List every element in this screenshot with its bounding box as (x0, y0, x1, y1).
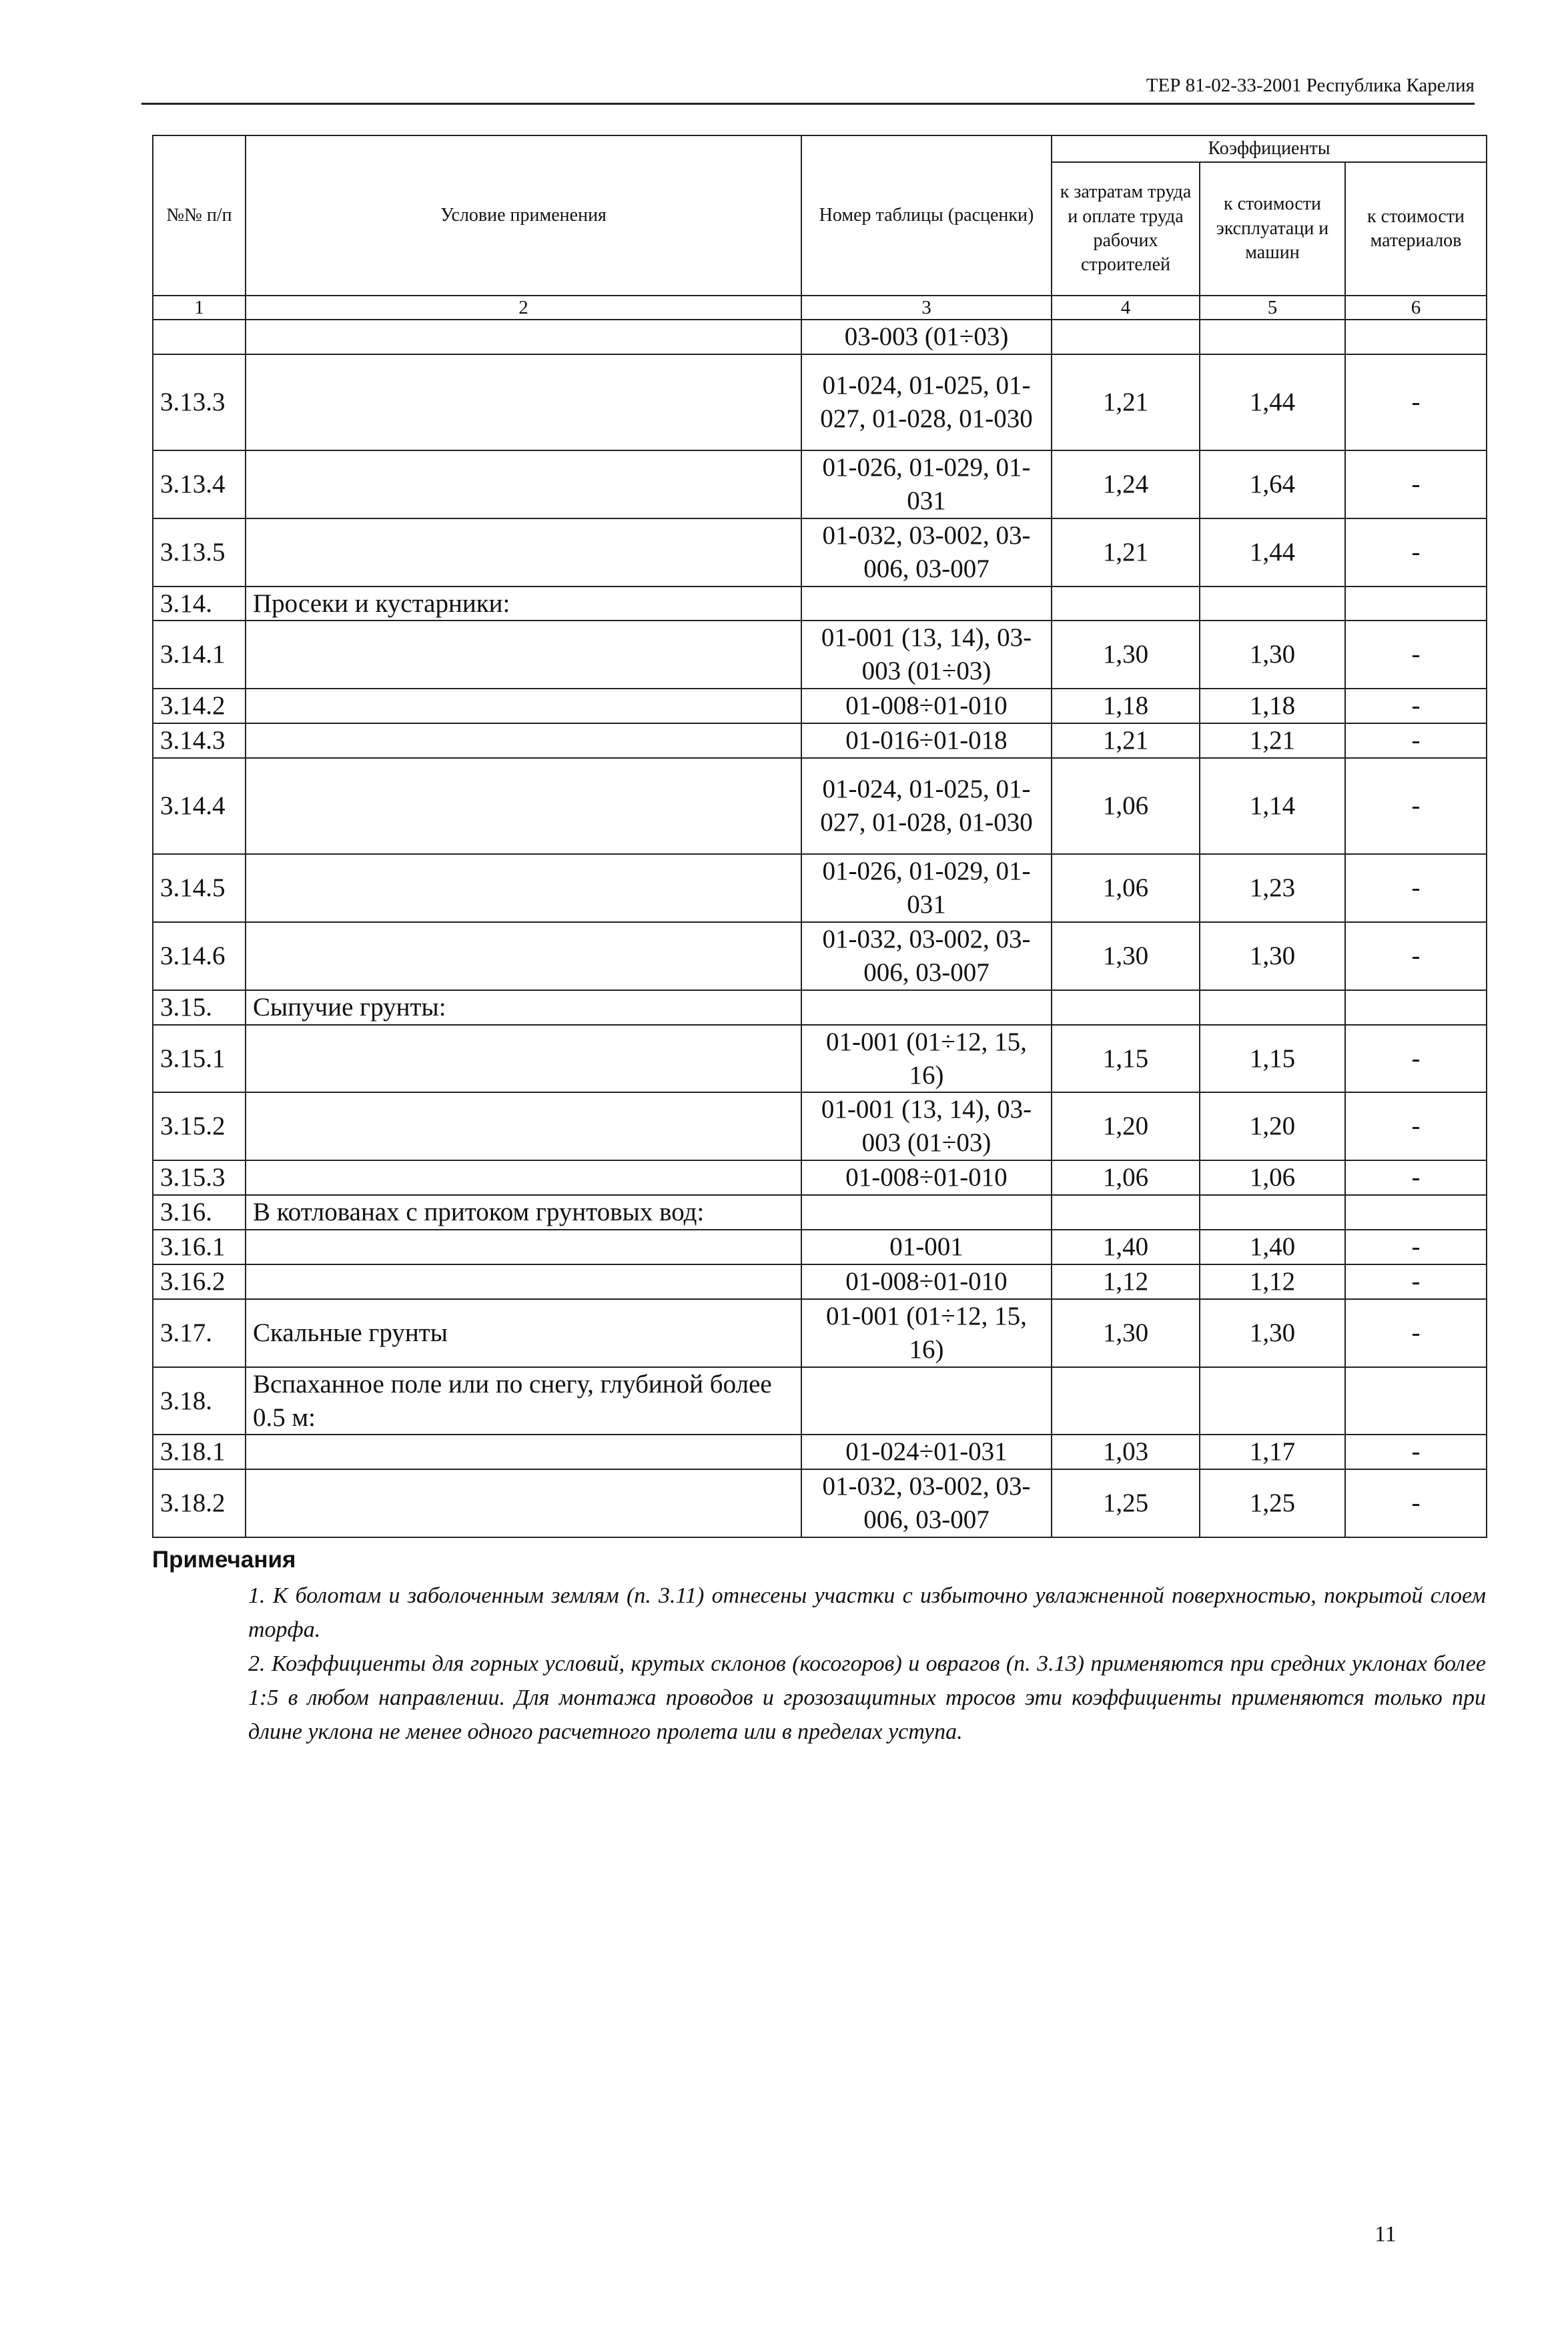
table-row (153, 1299, 1487, 1367)
row-k-materials: - (1345, 354, 1487, 450)
row-k-materials (1345, 1195, 1487, 1230)
row-number (153, 320, 246, 354)
row-k-materials: - (1345, 854, 1487, 922)
table-row (153, 1230, 1487, 1264)
row-condition (246, 320, 801, 354)
row-table-ref: 01-024, 01-025, 01-027, 01-028, 01-030 (801, 354, 1052, 450)
row-number: 3.16. (153, 1195, 246, 1230)
row-k-machines: 1,21 (1200, 723, 1345, 758)
header-k-labor: к затратам труда и оплате труда рабочих строителей (1052, 162, 1200, 296)
row-number: 3.13.5 (153, 518, 246, 586)
row-condition (246, 1469, 801, 1537)
row-k-labor (1052, 990, 1200, 1025)
row-k-labor: 1,21 (1052, 518, 1200, 586)
header-k-materials: к стоимости материалов (1345, 162, 1487, 296)
row-k-machines: 1,40 (1200, 1230, 1345, 1264)
row-k-labor: 1,15 (1052, 1025, 1200, 1093)
table-row (153, 723, 1487, 758)
row-table-ref: 01-001 (13, 14), 03-003 (01÷03) (801, 1092, 1052, 1160)
row-condition (246, 1230, 801, 1264)
row-number: 3.18.2 (153, 1469, 246, 1537)
row-k-labor: 1,30 (1052, 1299, 1200, 1367)
row-k-machines (1200, 320, 1345, 354)
row-k-machines: 1,20 (1200, 1092, 1345, 1160)
row-k-materials: - (1345, 1025, 1487, 1093)
table-row (153, 1025, 1487, 1093)
table-row (153, 689, 1487, 723)
row-k-labor: 1,06 (1052, 854, 1200, 922)
row-k-machines (1200, 1195, 1345, 1230)
row-k-materials: - (1345, 723, 1487, 758)
notes-title: Примечания (152, 1547, 296, 1573)
row-k-labor: 1,40 (1052, 1230, 1200, 1264)
row-table-ref: 01-032, 03-002, 03-006, 03-007 (801, 922, 1052, 990)
row-table-ref: 01-008÷01-010 (801, 689, 1052, 723)
row-condition (246, 354, 801, 450)
row-k-materials: - (1345, 1299, 1487, 1367)
row-k-labor (1052, 1367, 1200, 1435)
row-number: 3.14. (153, 586, 246, 621)
row-number: 3.15. (153, 990, 246, 1025)
header-num: №№ п/п (153, 135, 246, 296)
row-table-ref (801, 990, 1052, 1025)
table-row (153, 1092, 1487, 1160)
row-condition (246, 450, 801, 518)
row-table-ref: 01-001 (01÷12, 15, 16) (801, 1299, 1052, 1367)
table-row (153, 1367, 1487, 1435)
row-condition (246, 758, 801, 854)
row-number: 3.16.2 (153, 1264, 246, 1299)
row-table-ref: 01-001 (801, 1230, 1052, 1264)
row-k-machines: 1,30 (1200, 922, 1345, 990)
row-number: 3.17. (153, 1299, 246, 1367)
row-k-machines: 1,30 (1200, 621, 1345, 689)
row-number: 3.13.3 (153, 354, 246, 450)
row-condition (246, 723, 801, 758)
column-number: 1 (153, 296, 246, 320)
row-k-materials: - (1345, 518, 1487, 586)
row-k-machines: 1,64 (1200, 450, 1345, 518)
row-condition (246, 854, 801, 922)
row-k-labor: 1,30 (1052, 621, 1200, 689)
page-header: ТЕР 81-02-33-2001 Республика Карелия (1146, 75, 1475, 96)
row-k-materials: - (1345, 1469, 1487, 1537)
row-condition (246, 1160, 801, 1195)
table-row (153, 354, 1487, 450)
row-k-materials (1345, 1367, 1487, 1435)
row-k-materials: - (1345, 689, 1487, 723)
row-k-materials: - (1345, 1160, 1487, 1195)
row-k-labor: 1,24 (1052, 450, 1200, 518)
row-k-machines: 1,15 (1200, 1025, 1345, 1093)
table-row (153, 1160, 1487, 1195)
row-k-machines (1200, 586, 1345, 621)
table-row (153, 518, 1487, 586)
row-k-machines: 1,06 (1200, 1160, 1345, 1195)
row-k-materials: - (1345, 1230, 1487, 1264)
column-number: 5 (1200, 296, 1345, 320)
row-k-labor (1052, 320, 1200, 354)
row-k-machines: 1,44 (1200, 354, 1345, 450)
row-k-labor: 1,21 (1052, 723, 1200, 758)
row-condition (246, 518, 801, 586)
row-k-labor: 1,30 (1052, 922, 1200, 990)
row-condition: Просеки и кустарники: (246, 586, 801, 621)
row-number: 3.15.3 (153, 1160, 246, 1195)
table-row (153, 1264, 1487, 1299)
header-row-top (153, 135, 1487, 162)
row-condition (246, 1025, 801, 1093)
row-k-labor: 1,12 (1052, 1264, 1200, 1299)
section-row (153, 1195, 1487, 1230)
column-number: 3 (801, 296, 1052, 320)
row-condition: В котлованах с притоком грунтовых вод: (246, 1195, 801, 1230)
header-k-machines: к стоимости эксплуатаци и машин (1200, 162, 1345, 296)
row-k-materials: - (1345, 450, 1487, 518)
row-k-labor: 1,18 (1052, 689, 1200, 723)
table-body (153, 320, 1487, 1537)
table-row (153, 854, 1487, 922)
row-k-materials (1345, 320, 1487, 354)
row-k-labor (1052, 1195, 1200, 1230)
row-number: 3.14.5 (153, 854, 246, 922)
row-number: 3.14.2 (153, 689, 246, 723)
row-table-ref: 01-026, 01-029, 01-031 (801, 450, 1052, 518)
row-table-ref (801, 1367, 1052, 1435)
row-number: 3.15.2 (153, 1092, 246, 1160)
note-item: 2. Коэффициенты для горных условий, крутых склонов (косогоров) и оврагов (п. 3.13) применяются при средних уклонах более 1:5 в любом направлении. Для монтажа проводов и грозозащитных тросов эти коэффициенты применяются только при длине уклона не менее одного расчетного пролета или в пределах уступа. (248, 1651, 1486, 1744)
column-number: 6 (1345, 296, 1487, 320)
section-row (153, 990, 1487, 1025)
table-row (153, 450, 1487, 518)
table-row (153, 758, 1487, 854)
row-k-materials: - (1345, 922, 1487, 990)
row-number: 3.14.6 (153, 922, 246, 990)
row-condition: Сыпучие грунты: (246, 990, 801, 1025)
row-k-materials: - (1345, 758, 1487, 854)
row-table-ref: 01-008÷01-010 (801, 1160, 1052, 1195)
row-k-machines: 1,44 (1200, 518, 1345, 586)
row-table-ref: 01-032, 03-002, 03-006, 03-007 (801, 518, 1052, 586)
row-number: 3.15.1 (153, 1025, 246, 1093)
note-item: 1. К болотам и заболоченным землям (п. 3.11) отнесены участки с избыточно увлажненной поверхностью, покрытой слоем торфа. (248, 1583, 1486, 1642)
row-condition (246, 689, 801, 723)
row-number: 3.14.3 (153, 723, 246, 758)
coefficients-table (152, 135, 1487, 1538)
row-k-materials: - (1345, 1092, 1487, 1160)
row-k-machines: 1,14 (1200, 758, 1345, 854)
header-table-ref: Номер таблицы (расценки) (801, 135, 1052, 296)
row-number: 3.13.4 (153, 450, 246, 518)
notes-section (152, 1547, 1486, 1749)
row-table-ref: 01-008÷01-010 (801, 1264, 1052, 1299)
row-number: 3.14.4 (153, 758, 246, 854)
row-condition (246, 1435, 801, 1469)
row-k-machines (1200, 990, 1345, 1025)
row-k-machines: 1,30 (1200, 1299, 1345, 1367)
header-rule (141, 103, 1475, 105)
row-number: 3.14.1 (153, 621, 246, 689)
row-condition: Скальные грунты (246, 1299, 801, 1367)
row-table-ref: 01-001 (01÷12, 15, 16) (801, 1025, 1052, 1093)
row-table-ref (801, 1195, 1052, 1230)
column-number-row (153, 296, 1487, 320)
row-k-materials (1345, 586, 1487, 621)
row-k-labor: 1,06 (1052, 758, 1200, 854)
row-k-labor (1052, 586, 1200, 621)
row-number: 3.18.1 (153, 1435, 246, 1469)
row-table-ref: 01-001 (13, 14), 03-003 (01÷03) (801, 621, 1052, 689)
row-k-machines: 1,12 (1200, 1264, 1345, 1299)
row-k-labor: 1,25 (1052, 1469, 1200, 1537)
row-k-machines: 1,25 (1200, 1469, 1345, 1537)
row-table-ref: 01-024÷01-031 (801, 1435, 1052, 1469)
row-k-machines (1200, 1367, 1345, 1435)
section-row (153, 586, 1487, 621)
header-coefficients: Коэффициенты (1052, 135, 1487, 162)
table-row (153, 1435, 1487, 1469)
row-number: 3.16.1 (153, 1230, 246, 1264)
row-condition (246, 922, 801, 990)
row-k-materials: - (1345, 621, 1487, 689)
row-table-ref: 01-024, 01-025, 01-027, 01-028, 01-030 (801, 758, 1052, 854)
page-number: 11 (1375, 2222, 1397, 2247)
column-number: 4 (1052, 296, 1200, 320)
column-number: 2 (246, 296, 801, 320)
table-row (153, 320, 1487, 354)
table-row (153, 621, 1487, 689)
row-table-ref: 01-032, 03-002, 03-006, 03-007 (801, 1469, 1052, 1537)
row-k-labor: 1,20 (1052, 1092, 1200, 1160)
row-k-labor: 1,21 (1052, 354, 1200, 450)
row-k-machines: 1,23 (1200, 854, 1345, 922)
row-k-materials: - (1345, 1264, 1487, 1299)
row-condition: Вспаханное поле или по снегу, глубиной более 0.5 м: (246, 1367, 801, 1435)
row-k-materials (1345, 990, 1487, 1025)
table-row (153, 922, 1487, 990)
row-table-ref: 01-026, 01-029, 01-031 (801, 854, 1052, 922)
row-k-machines: 1,17 (1200, 1435, 1345, 1469)
row-k-materials: - (1345, 1435, 1487, 1469)
row-table-ref (801, 586, 1052, 621)
row-condition (246, 621, 801, 689)
row-k-labor: 1,06 (1052, 1160, 1200, 1195)
table-row (153, 1469, 1487, 1537)
row-table-ref: 01-016÷01-018 (801, 723, 1052, 758)
header-condition: Условие применения (246, 135, 801, 296)
row-k-labor: 1,03 (1052, 1435, 1200, 1469)
row-condition (246, 1092, 801, 1160)
row-table-ref: 03-003 (01÷03) (801, 320, 1052, 354)
row-number: 3.18. (153, 1367, 246, 1435)
row-condition (246, 1264, 801, 1299)
row-k-machines: 1,18 (1200, 689, 1345, 723)
